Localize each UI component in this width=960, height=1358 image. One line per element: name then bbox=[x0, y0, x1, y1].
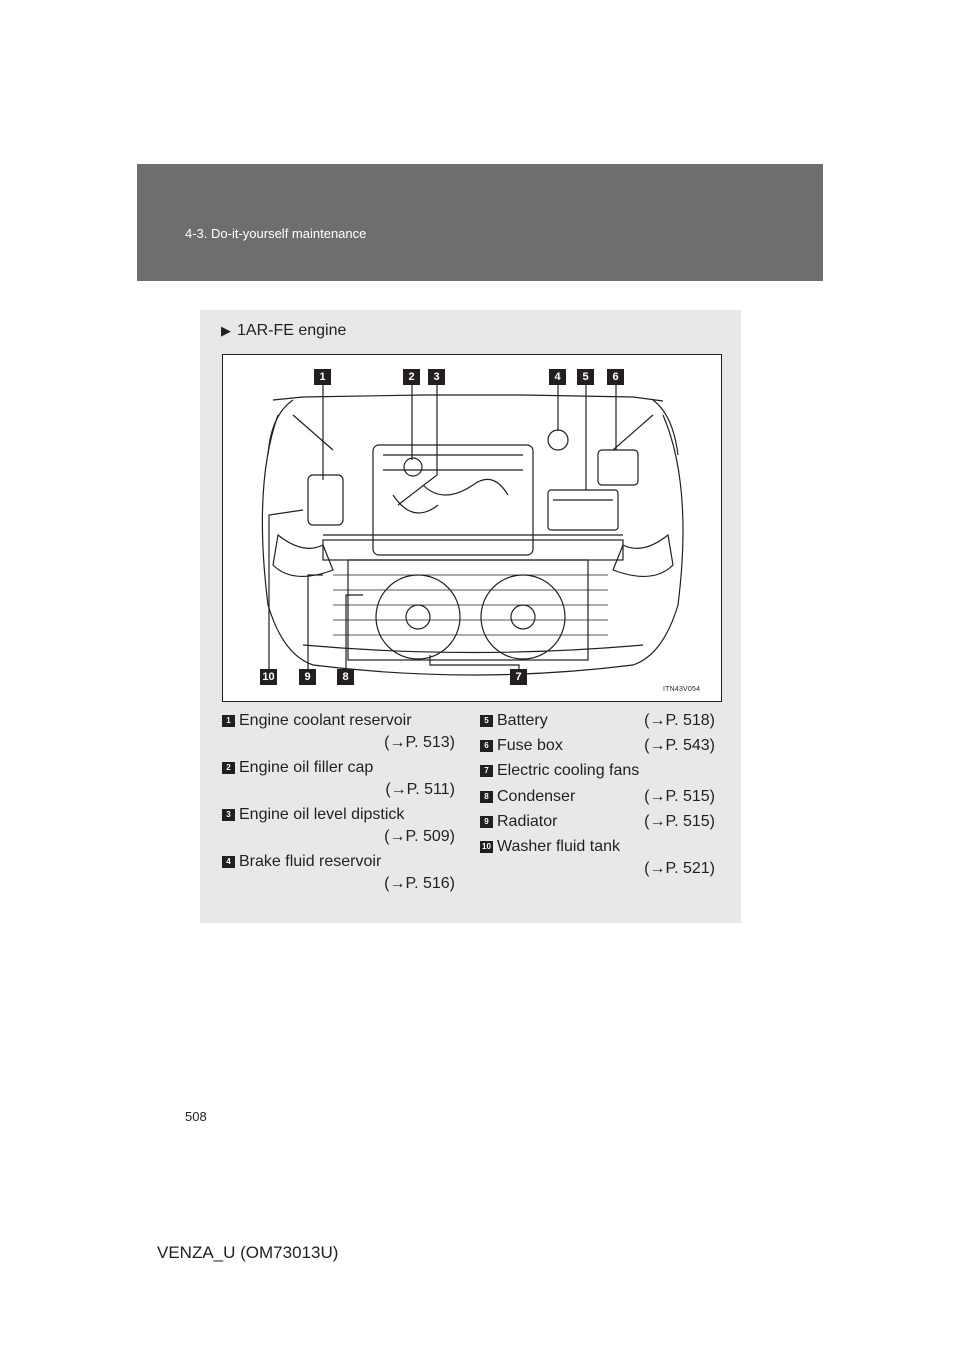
page-reference: (→P. 518) bbox=[644, 712, 715, 729]
engine-compartment-figure bbox=[222, 354, 722, 702]
callout-1: 1 bbox=[314, 369, 331, 385]
header-band bbox=[137, 164, 823, 281]
legend-number-badge: 5 bbox=[480, 715, 493, 727]
engine-heading bbox=[221, 322, 346, 340]
legend-label: Fuse box bbox=[497, 737, 563, 754]
page-reference: (→P. 515) bbox=[644, 788, 715, 805]
callout-4: 4 bbox=[549, 369, 566, 385]
legend-label: Condenser bbox=[497, 788, 576, 805]
legend-number-badge: 10 bbox=[480, 841, 493, 853]
callout-3: 3 bbox=[428, 369, 445, 385]
legend-number-badge: 6 bbox=[480, 740, 493, 752]
legend-number-badge: 9 bbox=[480, 816, 493, 828]
legend-item bbox=[480, 788, 715, 808]
callout-7: 7 bbox=[510, 669, 527, 685]
page-reference: (→P. 513) bbox=[384, 734, 455, 751]
engine-heading-text: 1AR-FE engine bbox=[237, 322, 347, 339]
callout-2: 2 bbox=[403, 369, 420, 385]
legend-number-badge: 4 bbox=[222, 856, 235, 868]
legend-item bbox=[222, 806, 455, 846]
legend-label: Brake fluid reservoir bbox=[239, 853, 382, 870]
legend-item bbox=[480, 838, 715, 878]
legend-item bbox=[480, 813, 715, 833]
callout-8: 8 bbox=[337, 669, 354, 685]
legend-number-badge: 1 bbox=[222, 715, 235, 727]
legend-item bbox=[222, 712, 455, 752]
legend-label: Engine oil filler cap bbox=[239, 759, 374, 776]
callout-6: 6 bbox=[607, 369, 624, 385]
figure-code: ITN43V054 bbox=[663, 686, 701, 693]
legend-label: Washer fluid tank bbox=[497, 838, 621, 855]
legend-number-badge: 7 bbox=[480, 765, 493, 777]
legend-item bbox=[222, 759, 455, 799]
legend-item bbox=[480, 762, 715, 782]
legend-label: Engine oil level dipstick bbox=[239, 806, 405, 823]
legend-number-badge: 3 bbox=[222, 809, 235, 821]
page-reference: (→P. 509) bbox=[384, 828, 455, 845]
callout-10: 10 bbox=[260, 669, 277, 685]
legend-item bbox=[480, 712, 715, 732]
legend-number-badge: 2 bbox=[222, 762, 235, 774]
callout-5: 5 bbox=[577, 369, 594, 385]
page-reference: (→P. 515) bbox=[644, 813, 715, 830]
page-reference: (→P. 521) bbox=[644, 860, 715, 877]
section-title: 4-3. Do-it-yourself maintenance bbox=[185, 226, 367, 241]
page-reference: (→P. 516) bbox=[384, 875, 455, 892]
legend-number-badge: 8 bbox=[480, 791, 493, 803]
legend-label: Engine coolant reservoir bbox=[239, 712, 412, 729]
legend-label: Battery bbox=[497, 712, 548, 729]
page-number: 508 bbox=[185, 1109, 207, 1124]
page-reference: (→P. 543) bbox=[644, 737, 715, 754]
triangle-arrow-icon: ▶ bbox=[221, 323, 231, 338]
page-reference: (→P. 511) bbox=[385, 781, 455, 798]
callout-9: 9 bbox=[299, 669, 316, 685]
legend-item bbox=[480, 737, 715, 757]
engine-illustration bbox=[223, 355, 721, 701]
document-id: VENZA_U (OM73013U) bbox=[157, 1243, 339, 1262]
legend-label: Electric cooling fans bbox=[497, 762, 640, 779]
legend-label: Radiator bbox=[497, 813, 558, 830]
legend-item bbox=[222, 853, 455, 893]
